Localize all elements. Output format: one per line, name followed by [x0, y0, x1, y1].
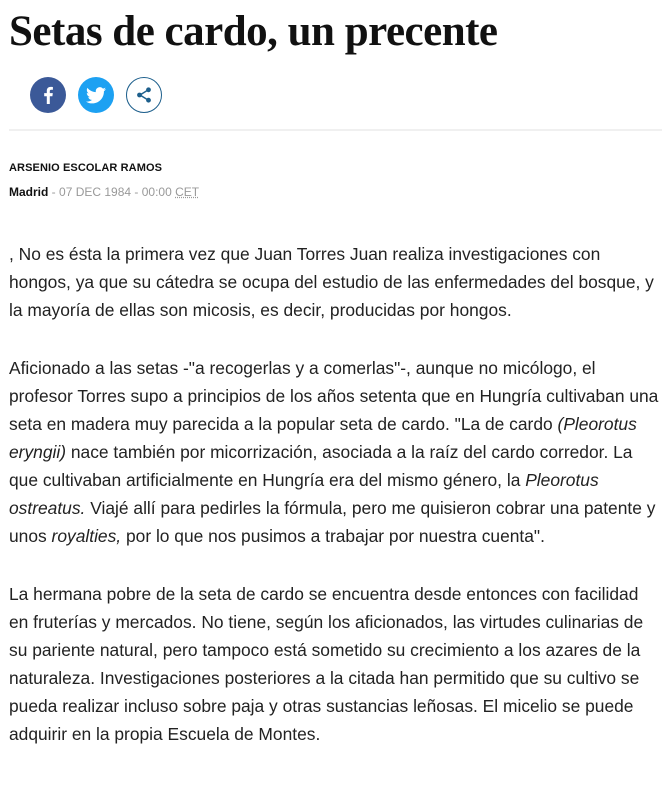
paragraph-2-text: nace también por micorrización, asociada a la raíz del cardo corredor. La que cultivaban artificialmente en Hungría era del mismo género, la [9, 442, 633, 490]
royalties-term: royalties, [51, 526, 122, 546]
more-share-button[interactable] [126, 77, 162, 113]
paragraph-2-text: Viajé allí para pedirles la fórmula, pero me quisieron cobrar una patente y unos [9, 498, 656, 546]
paragraph-2-text: Aficionado a las setas -"a recogerlas y a comerlas"-, aunque no micólogo, el profesor Torres supo a principios de los años setenta que en Hungría cultivaban una seta en madera muy parecida a la popular seta de cardo. "La de cardo [9, 358, 659, 434]
paragraph-3: La hermana pobre de la seta de cardo se encuentra desde entonces con facilidad en fruterías y mercados. No tiene, según los aficionados, las virtudes culinarias de su pariente natural, pero tampoco está sometido su crecimiento a los azares de la naturaleza. Investigaciones posteriores a la citada han permitido que su cultivo se pueda realizar incluso sobre paja y otras sustancias leñosas. El micelio se puede adquirir en la propia Escuela de Montes. [9, 584, 644, 744]
paragraph-1: , No es ésta la primera vez que Juan Torres Juan realiza investigaciones con hongos, ya que su cátedra se ocupa del estudio de las enfermedades del bosque, y la mayoría de ellas son micosis, es decir, producidas por hongos. [9, 244, 654, 320]
article-timezone: CET [175, 185, 200, 199]
share-bar [30, 77, 162, 113]
header-divider [9, 129, 662, 131]
species-name-ostreatus: Pleorotus ostreatus. [9, 470, 599, 518]
facebook-share-button[interactable] [30, 77, 66, 113]
meta-separator: - [48, 185, 60, 199]
article-location: Madrid [9, 185, 49, 199]
twitter-share-button[interactable] [78, 77, 114, 113]
species-name-eryngii: (Pleorotus eryngii) [9, 414, 637, 462]
article-body [9, 240, 659, 778]
twitter-icon [86, 87, 106, 104]
facebook-icon [42, 86, 54, 104]
author-byline[interactable]: ARSENIO ESCOLAR RAMOS [9, 162, 163, 174]
share-icon [135, 86, 153, 104]
paragraph-2-text: por lo que nos pusimos a trabajar por nuestra cuenta". [121, 526, 545, 546]
article-date: 07 DEC 1984 - 00:00 [59, 185, 172, 199]
paragraph-2 [9, 354, 659, 550]
article-meta [9, 185, 199, 199]
article-headline: Setas de cardo, un precente [9, 8, 498, 55]
